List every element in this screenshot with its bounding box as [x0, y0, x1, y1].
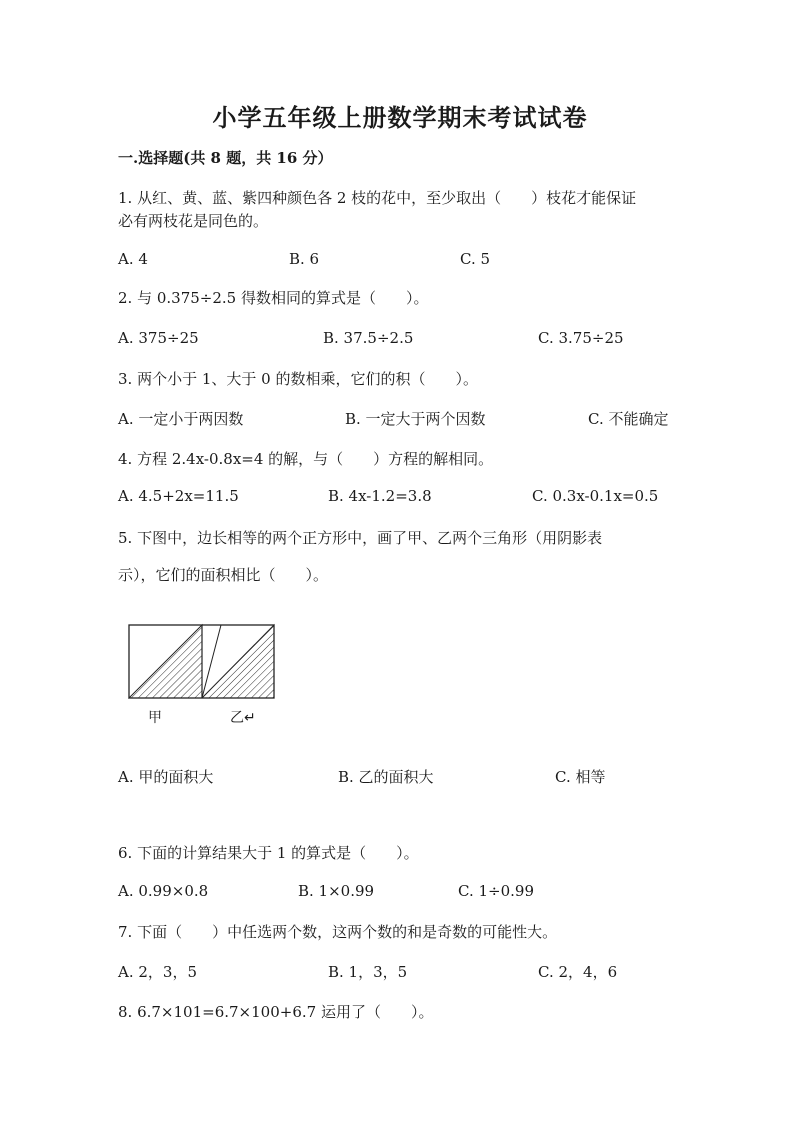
question-8-line-1: 8. 6.7×101=6.7×100+6.7 运用了（ ）。 [118, 1003, 434, 1021]
q4-option-a: A. 4.5+2x=11.5 [118, 487, 239, 505]
triangle-yi [202, 625, 274, 698]
question-5-line-2: 示），它们的面积相比（ ）。 [118, 566, 329, 584]
q6-option-a: A. 0.99×0.8 [118, 882, 209, 900]
q3-option-b: B. 一定大于两个因数 [345, 410, 486, 428]
question-3-line-1: 3. 两个小于 1、大于 0 的数相乘，它们的积（ ）。 [118, 370, 478, 388]
q1-option-b: B. 6 [289, 250, 320, 268]
figure-label-jia: 甲 [148, 710, 162, 726]
q5-option-b: B. 乙的面积大 [338, 768, 434, 786]
question-1-line-1: 1. 从红、黄、蓝、紫四种颜色各 2 枝的花中，至少取出（ ）枝花才能保证 [118, 189, 637, 207]
triangle-jia [129, 625, 202, 698]
q2-option-c: C. 3.75÷25 [538, 329, 624, 347]
q6-option-b: B. 1×0.99 [298, 882, 375, 900]
q2-option-b: B. 37.5÷2.5 [323, 329, 414, 347]
figure-label-yi: 乙↵ [230, 710, 256, 726]
q5-option-c: C. 相等 [555, 768, 606, 786]
question-5-line-1: 5. 下图中，边长相等的两个正方形中，画了甲、乙两个三角形（用阴影表 [118, 529, 603, 547]
question-1-line-2: 必有两枝花是同色的。 [118, 212, 269, 230]
q3-option-a: A. 一定小于两因数 [118, 410, 244, 428]
q6-option-c: C. 1÷0.99 [458, 882, 534, 900]
q1-option-a: A. 4 [118, 250, 148, 268]
q3-option-c: C. 不能确定 [588, 410, 669, 428]
page-title: 小学五年级上册数学期末考试试卷 [212, 103, 588, 132]
question-6-line-1: 6. 下面的计算结果大于 1 的算式是（ ）。 [118, 844, 419, 862]
q7-option-c: C. 2，4，6 [538, 963, 618, 981]
question-7-line-1: 7. 下面（ ）中任选两个数，这两个数的和是奇数的可能性大。 [118, 923, 558, 941]
q1-option-c: C. 5 [460, 250, 491, 268]
question-2-line-1: 2. 与 0.375÷2.5 得数相同的算式是（ ）。 [118, 289, 429, 307]
q4-option-c: C. 0.3x-0.1x=0.5 [532, 487, 659, 505]
two-squares-figure [128, 623, 278, 703]
q4-option-b: B. 4x-1.2=3.8 [328, 487, 432, 505]
question-4-line-1: 4. 方程 2.4x-0.8x=4 的解，与（ ）方程的解相同。 [118, 450, 494, 468]
q2-option-a: A. 375÷25 [118, 329, 199, 347]
section-heading: 一.选择题(共 8 题，共 16 分） [118, 149, 333, 167]
q7-option-a: A. 2，3，5 [118, 963, 197, 981]
q5-option-a: A. 甲的面积大 [118, 768, 214, 786]
q7-option-b: B. 1，3，5 [328, 963, 408, 981]
